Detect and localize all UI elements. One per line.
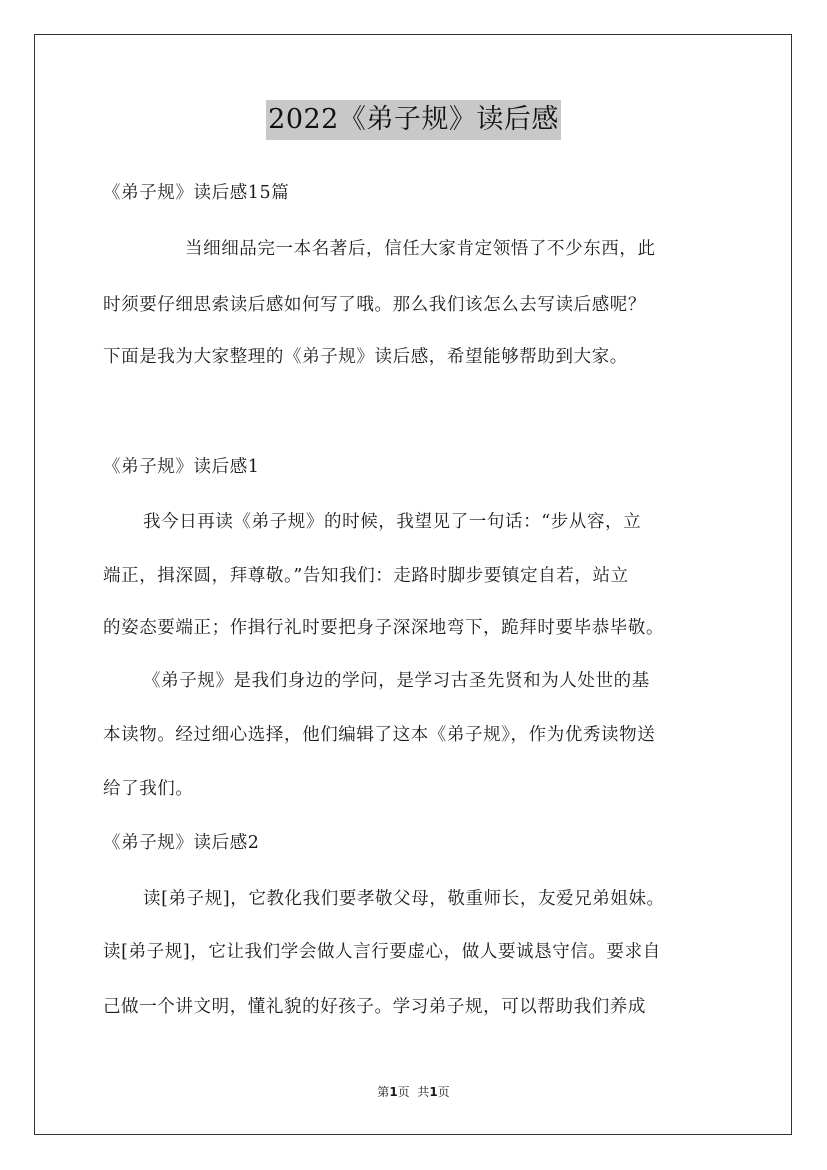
body-line: 的姿态要端正；作揖行礼时要把身子深深地弯下，跪拜时要毕恭毕敬。 — [103, 618, 665, 638]
body-line: 给了我们。 — [103, 779, 194, 799]
footer-page-number: 1 — [389, 1085, 398, 1099]
body-line: 端正，揖深圆，拜尊敬。”告知我们：走路时脚步要镇定自若，站立 — [103, 566, 629, 586]
body-line: 读[弟子规]，它让我们学会做人言行要虚心，做人要诚恳守信。要求自 — [103, 942, 661, 962]
body-line: 本读物。经过细心选择，他们编辑了这本《弟子规》，作为优秀读物送 — [103, 725, 656, 745]
footer-total-pages: 1 — [429, 1085, 438, 1099]
document-title: 2022《弟子规》读后感 — [266, 100, 561, 140]
section-heading: 《弟子规》读后感2 — [103, 833, 260, 853]
section-heading: 《弟子规》读后感1 — [103, 457, 260, 477]
footer-prefix: 第 — [377, 1085, 390, 1099]
article-heading: 《弟子规》读后感15篇 — [103, 183, 290, 203]
body-line: 时须要仔细思索读后感如何写了哦。那么我们该怎么去写读后感呢？ — [103, 295, 646, 315]
body-line: 当细细品完一本名著后，信任大家肯定领悟了不少东西，此 — [185, 239, 656, 259]
body-line: 我今日再读《弟子规》的时候，我望见了一句话：“步从容，立 — [143, 512, 642, 532]
title-container — [0, 100, 827, 140]
body-line: 《弟子规》是我们身边的学问，是学习古圣先贤和为人处世的基 — [143, 671, 650, 691]
page-footer — [0, 1084, 827, 1100]
body-line: 己做一个讲文明，懂礼貌的好孩子。学习弟子规，可以帮助我们养成 — [103, 997, 646, 1017]
body-line: 下面是我为大家整理的《弟子规》读后感，希望能够帮助到大家。 — [103, 347, 628, 367]
footer-mid: 页 共 — [397, 1085, 430, 1099]
body-line: 读[弟子规]，它教化我们要孝敬父母，敬重师长，友爱兄弟姐妹。 — [143, 889, 665, 909]
footer-suffix: 页 — [437, 1085, 450, 1099]
